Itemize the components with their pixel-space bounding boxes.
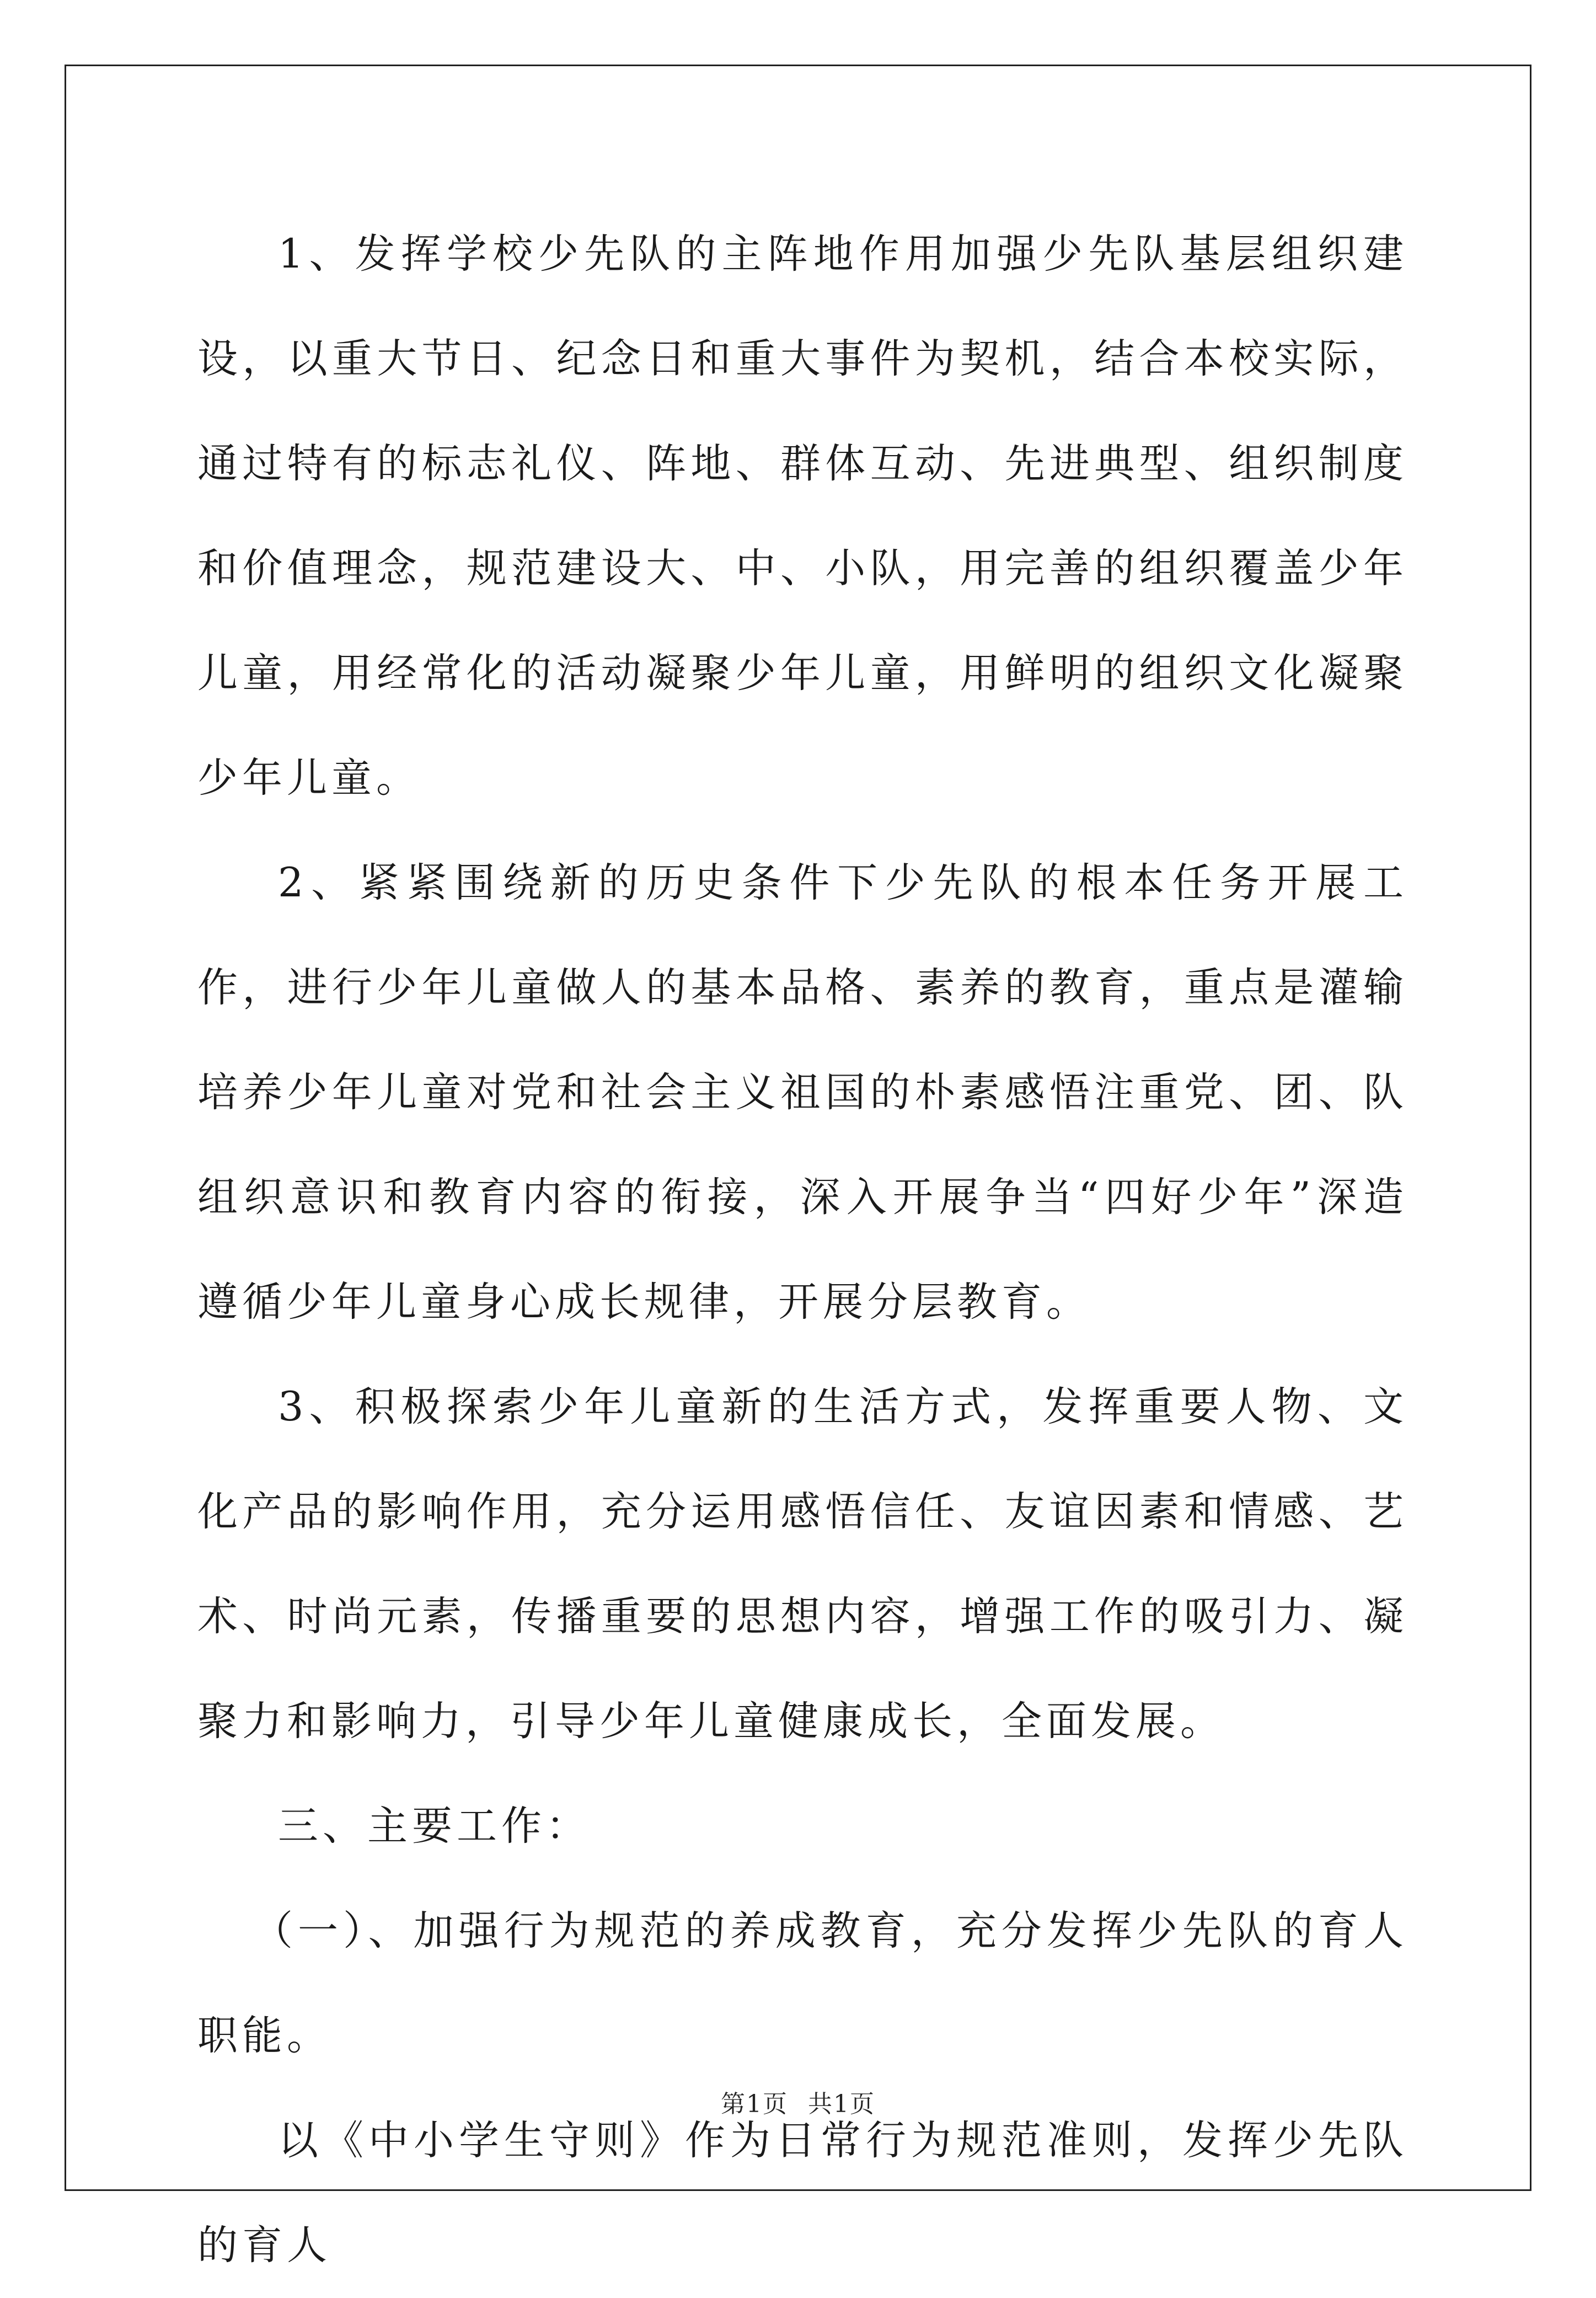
subsection-heading: （一）、加强行为规范的养成教育，充分发挥少先队的育人职能。 — [197, 1907, 1408, 2059]
page-number: 第1页 — [721, 2090, 788, 2118]
paragraph-1: 1、发挥学校少先队的主阵地作用加强少先队基层组织建设，以重大节日、纪念日和重大事件为契机，结合本校实际，通过特有的标志礼仪、阵地、群体互动、先进典型、组织制度和价值理念，规范建设大、中、小队，用完善的组织覆盖少年儿童，用经常化的活动凝聚少年儿童，用鲜明的组织文化凝聚少年儿童。 — [197, 231, 1408, 801]
paragraph-2: 2、紧紧围绕新的历史条件下少先队的根本任务开展工作，进行少年儿童做人的基本品格、素养的教育，重点是灌输培养少年儿童对党和社会主义祖国的朴素感悟注重党、团、队组织意识和教育内容的衔接，深入开展争当“四好少年”深造遵循少年儿童身心成长规律，开展分层教育。 — [197, 859, 1408, 1326]
paragraph-4: 以《中小学生守则》作为日常行为规范准则，发挥少先队的育人 — [197, 2117, 1408, 2269]
paragraph-3: 3、积极探索少年儿童新的生活方式，发挥重要人物、文化产品的影响作用，充分运用感悟信任、友谊因素和情感、艺术、时尚元素，传播重要的思想内容，增强工作的吸引力、凝聚力和影响力，引导少年儿童健康成长，全面发展。 — [197, 1383, 1408, 1745]
section-heading: 三、主要工作： — [278, 1803, 591, 1850]
page-footer — [0, 2084, 1596, 2119]
document-body — [197, 202, 1408, 2298]
page-total: 共1页 — [808, 2090, 875, 2118]
